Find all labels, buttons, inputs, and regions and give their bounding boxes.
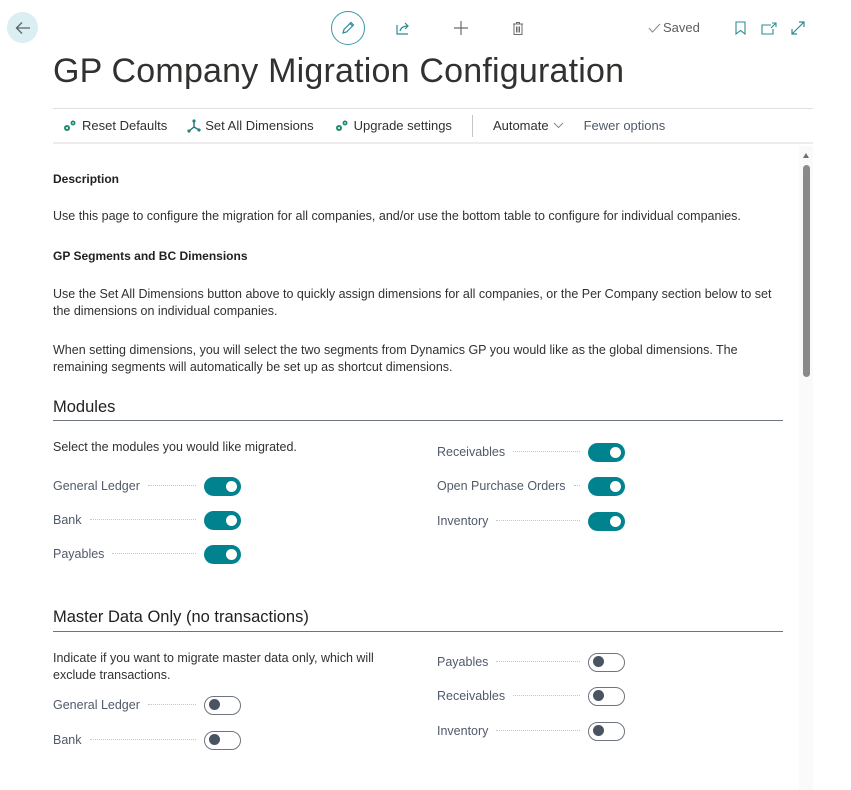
action-bar (53, 108, 813, 144)
checkmark-icon (648, 23, 661, 33)
share-button[interactable] (394, 20, 412, 36)
upgrade-settings-label: Upgrade settings (353, 118, 452, 133)
delete-button[interactable] (510, 19, 526, 37)
automate-menu[interactable] (483, 118, 574, 133)
toggle-knob (226, 481, 237, 492)
module-open-purchase-orders-field (437, 476, 625, 496)
plus-icon (453, 20, 469, 36)
modules-section-title[interactable]: Modules (53, 398, 116, 416)
toggle-knob (593, 725, 604, 736)
trash-icon (512, 21, 524, 36)
chevron-down-icon (553, 122, 564, 129)
field-label: Bank (53, 513, 82, 527)
leader-dots (513, 442, 580, 452)
saved-label: Saved (663, 20, 700, 35)
field-label: General Ledger (53, 698, 140, 712)
leader-dots (148, 695, 196, 705)
expand-button[interactable] (789, 19, 807, 37)
toggle-knob (610, 447, 621, 458)
modules-divider (53, 420, 783, 421)
module-general-ledger-field (53, 476, 241, 496)
toggle-knob (226, 515, 237, 526)
master-bank-field (53, 730, 241, 750)
master-general-ledger-field (53, 695, 241, 715)
saved-status (648, 20, 700, 35)
toggle-knob (610, 516, 621, 527)
scroll-up-arrow[interactable] (803, 153, 809, 158)
field-label: Inventory (437, 724, 489, 738)
master-payables-toggle[interactable] (588, 653, 625, 672)
master-data-divider (53, 631, 783, 632)
toggle-knob (209, 699, 220, 710)
open-purchase-orders-toggle[interactable] (588, 477, 625, 496)
master-inventory-toggle[interactable] (588, 722, 625, 741)
master-payables-field (437, 652, 625, 672)
segments-text-2: When setting dimensions, you will select the two segments from Dynamics GP you would like as the global dimensions. The remaining segments will automatically be set up as shortcut dimensions. (53, 343, 738, 374)
bank-toggle[interactable] (204, 511, 241, 530)
modules-instruction: Select the modules you would like migrated. (53, 440, 297, 454)
general-ledger-toggle[interactable] (204, 477, 241, 496)
module-inventory-field (437, 511, 625, 531)
leader-dots (496, 652, 580, 662)
leader-dots (574, 476, 580, 486)
leader-dots (148, 476, 196, 486)
master-general-ledger-toggle[interactable] (204, 696, 241, 715)
edit-button[interactable] (331, 11, 365, 45)
module-receivables-field (437, 442, 625, 462)
master-data-instruction: Indicate if you want to migrate master data only, which will exclude transactions. (53, 651, 374, 682)
gears-icon (334, 119, 350, 133)
fewer-options-label: Fewer options (583, 118, 666, 133)
automate-label: Automate (492, 118, 549, 133)
module-payables-field (53, 544, 241, 564)
toggle-knob (593, 690, 604, 701)
field-label: Payables (437, 655, 489, 669)
page-title: GP Company Migration Configuration (53, 52, 625, 90)
open-new-window-button[interactable] (760, 20, 778, 36)
reset-defaults-button[interactable] (53, 118, 177, 133)
leader-dots (112, 544, 196, 554)
pencil-icon (340, 20, 356, 36)
leader-dots (513, 686, 580, 696)
toggle-knob (593, 656, 604, 667)
master-inventory-field (437, 721, 625, 741)
open-new-window-icon (761, 22, 777, 35)
segments-text-1: Use the Set All Dimensions button above to quickly assign dimensions for all companies, or the Per Company section below to set the dimensions on individual companies. (53, 287, 772, 318)
inventory-toggle[interactable] (588, 512, 625, 531)
master-data-section-title[interactable]: Master Data Only (no transactions) (53, 608, 309, 626)
segments-heading: GP Segments and BC Dimensions (53, 249, 248, 263)
scrollbar-thumb[interactable] (803, 165, 810, 377)
leader-dots (496, 511, 580, 521)
expand-icon (790, 20, 806, 36)
payables-toggle[interactable] (204, 545, 241, 564)
field-label: Open Purchase Orders (437, 479, 566, 493)
set-all-dimensions-label: Set All Dimensions (205, 118, 314, 133)
toggle-knob (226, 549, 237, 560)
share-icon (395, 21, 411, 35)
action-separator (472, 115, 473, 137)
field-label: Payables (53, 547, 105, 561)
dimensions-icon (187, 119, 201, 133)
new-button[interactable] (452, 19, 470, 37)
gears-icon (62, 119, 78, 133)
master-receivables-field (437, 686, 625, 706)
fewer-options-button[interactable] (574, 118, 676, 133)
master-bank-toggle[interactable] (204, 731, 241, 750)
description-text: Use this page to configure the migration for all companies, and/or use the bottom table to configure for individual companies. (53, 209, 741, 223)
toggle-knob (209, 734, 220, 745)
module-bank-field (53, 510, 241, 530)
field-label: Receivables (437, 689, 506, 703)
top-command-bar (0, 10, 851, 46)
set-all-dimensions-button[interactable] (177, 118, 323, 133)
leader-dots (90, 730, 197, 740)
field-label: Receivables (437, 445, 506, 459)
reset-defaults-label: Reset Defaults (82, 118, 168, 133)
description-heading: Description (53, 172, 120, 186)
bookmark-button[interactable] (733, 20, 747, 36)
leader-dots (496, 721, 580, 731)
leader-dots (90, 510, 197, 520)
receivables-toggle[interactable] (588, 443, 625, 462)
toggle-knob (610, 481, 621, 492)
upgrade-settings-button[interactable] (324, 118, 462, 133)
field-label: Inventory (437, 514, 489, 528)
field-label: General Ledger (53, 479, 140, 493)
master-receivables-toggle[interactable] (588, 687, 625, 706)
field-label: Bank (53, 733, 82, 747)
bookmark-icon (735, 21, 746, 35)
